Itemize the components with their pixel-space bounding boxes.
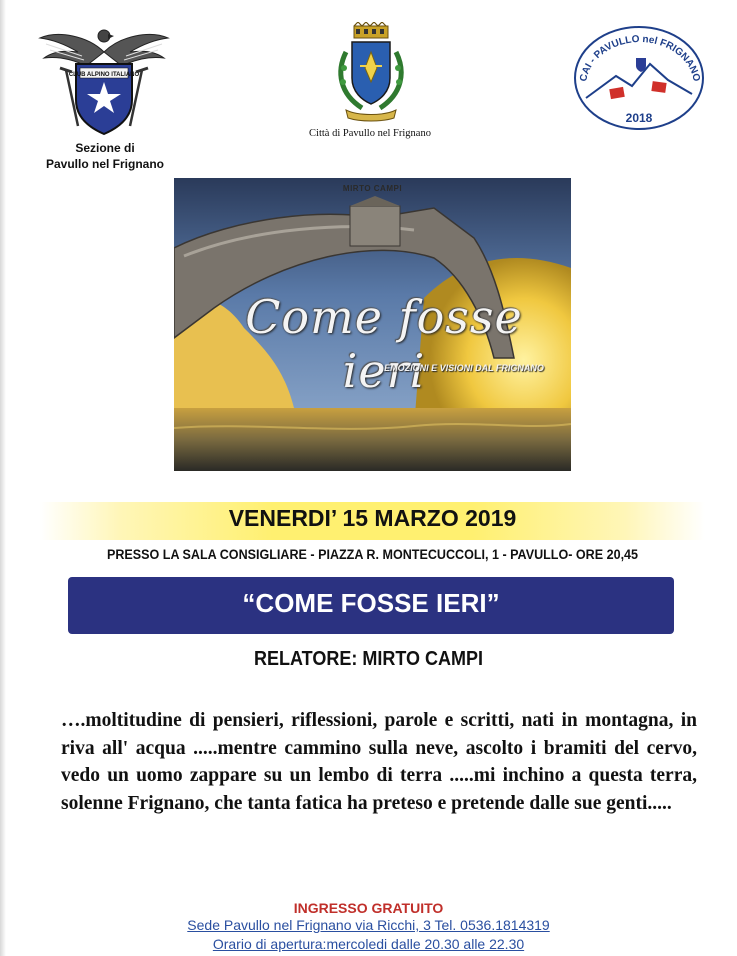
footer-address [0,917,737,933]
book-author: MIRTO CAMPI [342,184,403,193]
cai-anniversary-logo [572,24,706,132]
anniversary-year: 2018 [625,111,653,125]
city-caption: Città di Pavullo nel Frignano [309,128,431,139]
page-edge-shadow [0,0,6,956]
anniversary-arc-text: CAI - PAVULLO nel FRIGNANO [578,33,702,83]
cai-caption-line2: Pavullo nel Frignano [45,157,164,171]
cai-section-caption [30,140,180,172]
free-entry-notice: INGRESSO GRATUITO [293,900,444,916]
footer-hours [0,936,737,952]
event-title: “COME FOSSE IERI” [242,588,500,618]
event-speaker: RELATORE: MIRTO CAMPI [253,648,483,670]
book-title: Come fosse ieri [245,290,523,398]
book-subtitle: EMOZIONI E VISIONI DAL FRIGNANO [384,363,544,373]
cai-logo-text: CLUB ALPINO ITALIANO [68,72,140,78]
event-quote: ….moltitudine di pensieri, riflessioni, parole e scritti, nati in montagna, in riva all' acqua .....mentre cammino sulla neve, ascolto i bramiti del cervo, vedo un uomo zappare su un lembo di terra .....mi inchino a questa terra, solenne Frignano, che tanta fatica ha preteso e pretende dalle sue genti..... [61,710,697,814]
cai-eagle-logo [38,22,170,140]
event-venue: PRESSO LA SALA CONSIGLIARE - PIAZZA R. MONTECUCCOLI, 1 - PAVULLO- ORE 20,45 [106,547,639,562]
footer-hours-text: Orario di apertura:mercoledi dalle 20.30 alle 22.30 [212,936,525,952]
city-coat-of-arms-logo [332,22,410,122]
book-cover-image [174,178,571,471]
footer-address-text: Sede Pavullo nel Frignano via Ricchi, 3 Tel. 0536.1814319 [187,917,550,933]
cai-caption-line1: Sezione di [75,141,135,155]
event-date: VENERDI’ 15 MARZO 2019 [228,505,517,531]
